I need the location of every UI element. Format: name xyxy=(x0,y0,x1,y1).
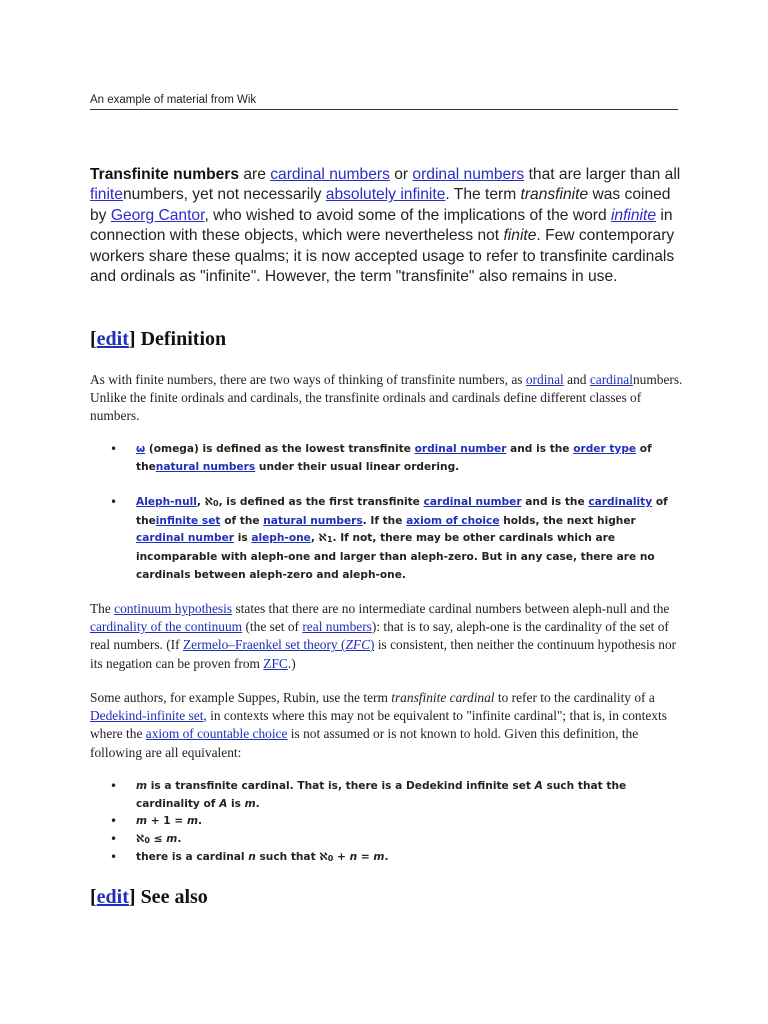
subscript: 0 xyxy=(213,499,219,509)
intro-text: are xyxy=(239,166,271,183)
bullet-text: . If not, there may be other cardinals which are incomparable with aleph-one and larger than aleph-zero. But in any case, there are no cardinals between aleph-zero and aleph-one. xyxy=(136,532,655,581)
intro-italic: transfinite xyxy=(520,186,589,204)
bullet-text: such that the cardinality of xyxy=(136,780,627,810)
document-header xyxy=(90,94,678,110)
link-zf-end: ) xyxy=(370,637,375,653)
heading-definition-title: Definition xyxy=(140,328,227,350)
math-var: m xyxy=(186,815,198,828)
bullet-icon: • xyxy=(110,495,118,510)
bullet-text: is xyxy=(227,797,245,810)
list-item-transfinite-cardinal xyxy=(110,778,680,813)
link-aleph-one[interactable]: aleph-one xyxy=(251,532,311,545)
bullet-text: such that ℵ xyxy=(255,851,328,864)
list-item-omega xyxy=(110,441,680,476)
math-var: n xyxy=(248,851,256,864)
link-cardinal[interactable]: cardinal xyxy=(589,372,633,387)
para-text: (the set of xyxy=(242,619,303,635)
math-var: m xyxy=(244,797,256,810)
list-item-aleph-leq-m xyxy=(110,831,680,850)
link-ordinal-number[interactable]: ordinal number xyxy=(414,443,507,455)
math-var: A xyxy=(219,797,228,810)
intro-text: . The term xyxy=(445,186,521,204)
para-text: numbers. Unlike the finite ordinals and cardinals, the transfinite ordinals and cardinals define different classes of numbers. xyxy=(90,372,683,424)
link-cardinal-number-2[interactable]: cardinal number xyxy=(136,532,234,545)
bullet-icon: • xyxy=(110,814,118,829)
definition-paragraph xyxy=(90,371,686,426)
para-text: .) xyxy=(287,655,296,671)
bullet-text: under their usual linear ordering. xyxy=(255,460,460,473)
list-item-m-plus-one xyxy=(110,813,680,831)
link-axiom-of-choice[interactable]: axiom of choice xyxy=(406,514,500,527)
para-text: and xyxy=(563,372,590,387)
bullet-text: , ℵ xyxy=(196,496,214,509)
intro-text: was coined by xyxy=(90,186,671,224)
math-var: m xyxy=(373,851,385,864)
para-text: is consistent, then neither the continuum hypothesis nor its negation can be proven from xyxy=(90,637,677,671)
intro-text: that are larger than all xyxy=(524,166,681,183)
bullet-text: of the xyxy=(136,496,668,527)
link-natural-numbers[interactable]: natural numbers xyxy=(155,460,256,473)
link-cardinal-numbers[interactable]: cardinal numbers xyxy=(270,166,390,183)
header-text: An example of material from Wik xyxy=(90,94,257,106)
list-item-cardinal-n xyxy=(110,849,680,868)
bullet-text: (omega) is defined as the lowest transfinite xyxy=(145,443,415,455)
bullet-text: of the xyxy=(136,443,652,473)
intro-text: . Few contemporary workers share these qualms; it is now accepted usage to refer to transfinite cardinals and ordinals as "infinite". However, the term "transfinite" also remains in use. xyxy=(90,227,675,286)
heading-definition: [edit] Definition xyxy=(90,328,227,350)
para-text: , in contexts where this may not be equivalent to "infinite cardinal"; that is, in contexts where the xyxy=(90,708,667,742)
link-real-numbers[interactable]: real numbers xyxy=(302,619,372,635)
para-text: ): that is to say, aleph-one is the cardinality of the set of real numbers. (If xyxy=(90,619,669,653)
bullet-text: is xyxy=(234,532,252,545)
intro-paragraph xyxy=(90,165,686,287)
link-infinite-text: infinite xyxy=(610,206,657,224)
edit-link-definition[interactable]: edit xyxy=(96,328,129,350)
bullet-text: there is a cardinal xyxy=(136,851,249,864)
bullet-text: ≤ xyxy=(150,832,167,845)
link-aleph-null[interactable]: Aleph-null xyxy=(136,496,197,509)
math-var: m xyxy=(136,815,148,828)
subscript: 0 xyxy=(327,854,334,864)
para-text: Some authors, for example Suppes, Rubin, use the term xyxy=(90,690,392,705)
intro-text: , who wished to avoid some of the implications of the word xyxy=(204,206,611,224)
link-natural-numbers[interactable]: natural numbers xyxy=(263,514,363,527)
bullet-text: = xyxy=(357,851,374,864)
math-var: n xyxy=(349,851,358,864)
bullet-icon: • xyxy=(110,831,118,846)
heading-see-also-title: See also xyxy=(140,886,208,908)
link-georg-cantor[interactable]: Georg Cantor xyxy=(110,206,205,224)
link-axiom-of-countable-choice[interactable]: axiom of countable choice xyxy=(145,726,288,742)
link-zf-text: Zermelo–Fraenkel set theory ( xyxy=(182,637,346,653)
bullet-text: , ℵ xyxy=(310,532,327,545)
bullet-text: . xyxy=(255,797,260,810)
math-var: A xyxy=(534,780,543,792)
link-finite[interactable]: finite xyxy=(90,186,123,204)
para-text: is not assumed or is not known to hold. Given this definition, the following are all equivalent: xyxy=(90,726,639,760)
link-order-type[interactable]: order type xyxy=(573,443,637,455)
equivalence-bullet-list xyxy=(110,778,680,868)
link-ordinal[interactable]: ordinal xyxy=(525,372,564,387)
bullet-text: . xyxy=(197,815,203,828)
math-var: m xyxy=(136,780,148,792)
bullet-text: and is the xyxy=(521,496,589,509)
bullet-text: is a transfinite cardinal. That is, there is a Dedekind infinite set xyxy=(147,780,535,792)
bullet-text: of the xyxy=(220,514,264,527)
suppes-rubin-paragraph xyxy=(90,689,686,762)
link-cardinality[interactable]: cardinality xyxy=(588,496,653,509)
bullet-text: , is defined as the first transfinite xyxy=(218,496,424,509)
para-text: to refer to the cardinality of a xyxy=(494,690,655,705)
bullet-icon: • xyxy=(110,850,118,865)
bullet-text: . If the xyxy=(362,514,407,527)
link-ordinal-numbers[interactable]: ordinal numbers xyxy=(412,166,525,183)
subscript: 1 xyxy=(326,535,333,545)
bullet-icon: • xyxy=(110,779,118,793)
intro-text: numbers, yet not necessarily xyxy=(122,186,326,204)
bullet-text: ℵ xyxy=(136,832,145,845)
list-item-aleph-null xyxy=(110,494,680,584)
intro-text: or xyxy=(389,166,413,183)
math-var: m xyxy=(166,832,178,845)
heading-see-also: [edit] See also xyxy=(90,886,208,908)
intro-term: Transfinite numbers xyxy=(90,166,240,183)
link-dedekind-infinite-set[interactable]: Dedekind-infinite set xyxy=(90,708,204,724)
para-text: As with finite numbers, there are two ways of thinking of transfinite numbers, as xyxy=(90,372,526,387)
definition-bullet-list xyxy=(110,441,680,584)
link-cardinal-number[interactable]: cardinal number xyxy=(423,496,522,509)
bullet-text: + 1 = xyxy=(147,815,187,828)
intro-text: in connection with these objects, which were nevertheless not xyxy=(90,206,673,245)
para-text: states that there are no intermediate cardinal numbers between aleph-null and the xyxy=(232,601,670,616)
bullet-text: holds, the next higher xyxy=(499,514,636,527)
link-zf-italic: ZFC xyxy=(345,637,371,653)
link-cardinality-of-the-continuum[interactable]: cardinality of the continuum xyxy=(90,619,243,635)
bullet-text: + xyxy=(333,851,350,864)
intro-italic: finite xyxy=(503,227,537,245)
link-omega[interactable]: ω xyxy=(136,443,146,455)
link-absolutely-infinite[interactable]: absolutely infinite xyxy=(325,186,446,204)
para-italic: transfinite cardinal xyxy=(391,690,495,705)
link-infinite-set[interactable]: infinite set xyxy=(155,514,221,527)
link-zermelo-fraenkel[interactable] xyxy=(183,637,375,652)
bullet-text: . xyxy=(384,851,389,864)
continuum-hypothesis-paragraph xyxy=(90,600,686,673)
bullet-icon: • xyxy=(110,442,118,456)
edit-link-see-also[interactable]: edit xyxy=(96,886,129,908)
bullet-text: . xyxy=(177,832,182,845)
bullet-text: and is the xyxy=(506,443,574,455)
link-zfc[interactable]: ZFC xyxy=(263,655,288,671)
link-infinite[interactable] xyxy=(611,207,656,224)
para-text: The xyxy=(90,601,115,616)
link-continuum-hypothesis[interactable]: continuum hypothesis xyxy=(114,601,233,616)
subscript: 0 xyxy=(144,835,150,845)
